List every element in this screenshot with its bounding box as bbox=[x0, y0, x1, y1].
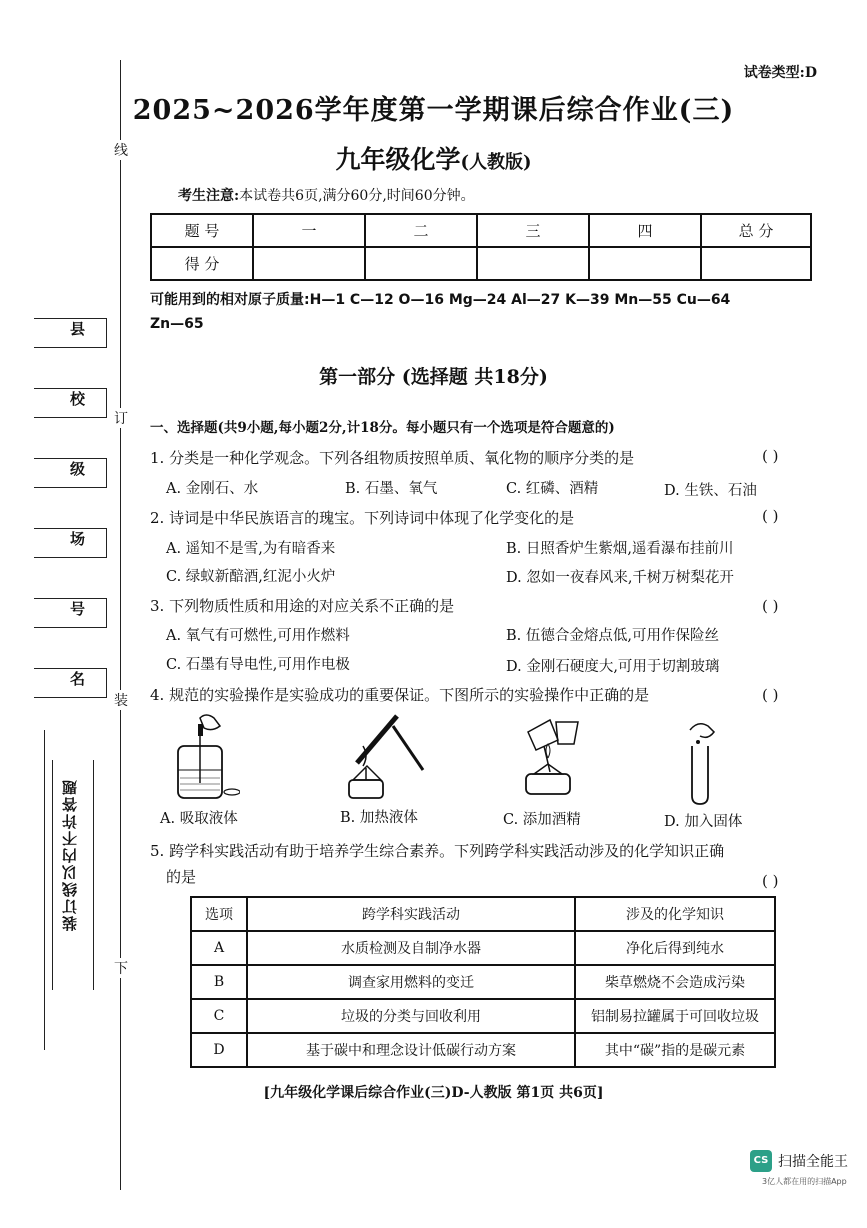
activity-row-d-knowledge: 其中“碳”指的是碳元素 bbox=[575, 1033, 775, 1067]
q3-option-a: A. 氧气有可燃性,可用作燃料 bbox=[166, 628, 350, 644]
atomic-masses-line2: Zn—65 bbox=[150, 316, 204, 332]
answer-paren-1[interactable]: ( ) bbox=[762, 447, 779, 465]
score-blank-total[interactable] bbox=[701, 247, 811, 280]
scanner-app-name: 扫描全能王 bbox=[778, 1154, 848, 1170]
score-blank-3[interactable] bbox=[477, 247, 589, 280]
score-blank-1[interactable] bbox=[253, 247, 365, 280]
binding-border-outer bbox=[44, 730, 45, 1050]
q3-option-b: B. 伍德合金熔点低,可用作保险丝 bbox=[506, 628, 719, 644]
field-exam-room-label: 场 bbox=[70, 530, 86, 548]
q4-option-d: D. 加入固体 bbox=[664, 814, 743, 830]
subtitle-version: (人教版) bbox=[460, 152, 532, 173]
test-tube-solid-figure bbox=[672, 712, 732, 808]
answer-paren-5[interactable]: ( ) bbox=[762, 872, 779, 890]
score-cell-4: 四 bbox=[589, 214, 701, 247]
activity-row-a-activity: 水质检测及自制净水器 bbox=[247, 931, 575, 965]
q1-option-a: A. 金刚石、水 bbox=[166, 481, 259, 497]
q2-option-d: D. 忽如一夜春风来,千树万树梨花开 bbox=[506, 570, 734, 586]
field-class-label: 级 bbox=[70, 460, 86, 478]
binding-char-ding: 订 bbox=[114, 408, 128, 428]
activity-row-c-knowledge: 铝制易拉罐属于可回收垃圾 bbox=[575, 999, 775, 1033]
activity-row-c-option: C bbox=[191, 999, 247, 1033]
field-name bbox=[34, 668, 108, 736]
q4-option-a: A. 吸取液体 bbox=[160, 811, 238, 827]
atomic-masses bbox=[150, 288, 820, 336]
paper-type: 试卷类型:D bbox=[743, 65, 817, 81]
score-cell-2: 二 bbox=[365, 214, 477, 247]
q4-option-c: C. 添加酒精 bbox=[503, 812, 581, 828]
part-one-title: 第一部分 (选择题 共18分) bbox=[319, 366, 548, 388]
binding-char-line: 线 bbox=[114, 140, 128, 160]
activity-row-a-knowledge: 净化后得到纯水 bbox=[575, 931, 775, 965]
question-2-stem: 2. 诗词是中华民族语言的瑰宝。下列诗词中体现了化学变化的是 bbox=[150, 509, 575, 527]
page-title: 2025~2026学年度第一学期课后综合作业(三) bbox=[132, 95, 735, 126]
q4-option-b: B. 加热液体 bbox=[340, 810, 418, 826]
answer-paren-3[interactable]: ( ) bbox=[762, 597, 779, 615]
heating-tube-figure bbox=[335, 708, 435, 808]
page-subtitle bbox=[0, 140, 867, 176]
q1-option-b: B. 石墨、氧气 bbox=[345, 481, 438, 497]
field-school bbox=[34, 388, 108, 456]
table-row bbox=[191, 1033, 775, 1067]
question-4-stem: 4. 规范的实验操作是实验成功的重要保证。下图所示的实验操作中正确的是 bbox=[150, 686, 650, 704]
activity-header-activity: 跨学科实践活动 bbox=[247, 897, 575, 931]
page-footer: [九年级化学课后综合作业(三)D-人教版 第1页 共6页] bbox=[263, 1085, 604, 1101]
notice-label: 考生注意: bbox=[178, 188, 240, 204]
score-table-score-row bbox=[151, 247, 811, 280]
binding-notice-box bbox=[52, 760, 94, 990]
q2-option-c: C. 绿蚁新醅酒,红泥小火炉 bbox=[166, 569, 336, 585]
field-exam-number bbox=[34, 598, 108, 666]
q3-option-c: C. 石墨有导电性,可用作电极 bbox=[166, 657, 350, 673]
section-one-heading: 一、选择题(共9小题,每小题2分,计18分。每小题只有一个选项是符合题意的) bbox=[150, 420, 615, 436]
activity-row-b-activity: 调查家用燃料的变迁 bbox=[247, 965, 575, 999]
activity-row-b-knowledge: 柴草燃烧不会造成污染 bbox=[575, 965, 775, 999]
activity-row-d-option: D bbox=[191, 1033, 247, 1067]
question-3-stem: 3. 下列物质性质和用途的对应关系不正确的是 bbox=[150, 597, 455, 615]
activity-row-d-activity: 基于碳中和理念设计低碳行动方案 bbox=[247, 1033, 575, 1067]
activity-table bbox=[190, 896, 776, 1068]
field-exam-number-label: 号 bbox=[70, 600, 86, 618]
score-table-header-row bbox=[151, 214, 811, 247]
q3-option-d: D. 金刚石硬度大,可用于切割玻璃 bbox=[506, 659, 720, 675]
score-blank-2[interactable] bbox=[365, 247, 477, 280]
binding-char-xia: 下 bbox=[114, 958, 128, 978]
score-table bbox=[150, 213, 812, 281]
question-1-stem: 1. 分类是一种化学观念。下列各组物质按照单质、氧化物的顺序分类的是 bbox=[150, 449, 635, 467]
score-cell-total: 总 分 bbox=[701, 214, 811, 247]
score-blank-4[interactable] bbox=[589, 247, 701, 280]
field-exam-room bbox=[34, 528, 108, 596]
field-name-label: 名 bbox=[70, 670, 86, 688]
scanner-logo-icon: CS bbox=[750, 1150, 772, 1172]
score-cell-3: 三 bbox=[477, 214, 589, 247]
q2-option-a: A. 遥知不是雪,为有暗香来 bbox=[166, 541, 336, 557]
activity-row-a-option: A bbox=[191, 931, 247, 965]
score-row-label: 得 分 bbox=[151, 247, 253, 280]
table-row bbox=[191, 931, 775, 965]
table-row bbox=[191, 999, 775, 1033]
binding-notice: 装订线以内不许答题 bbox=[61, 778, 79, 931]
activity-header-knowledge: 涉及的化学知识 bbox=[575, 897, 775, 931]
binding-line bbox=[120, 60, 121, 1190]
activity-table-header bbox=[191, 897, 775, 931]
score-cell-label: 题 号 bbox=[151, 214, 253, 247]
alcohol-lamp-refill-figure bbox=[508, 714, 598, 810]
question-5-stem-cont: 的是 bbox=[166, 868, 197, 886]
field-school-label: 校 bbox=[70, 390, 86, 408]
score-cell-1: 一 bbox=[253, 214, 365, 247]
table-row bbox=[191, 965, 775, 999]
q1-option-d: D. 生铁、石油 bbox=[664, 483, 757, 499]
activity-header-option: 选项 bbox=[191, 897, 247, 931]
notice-text: 本试卷共6页,满分60分,时间60分钟。 bbox=[239, 188, 475, 204]
field-county-label: 县 bbox=[70, 320, 86, 338]
scanner-tagline: 3亿人都在用的扫描App bbox=[762, 1177, 847, 1186]
q2-option-b: B. 日照香炉生紫烟,遥看瀑布挂前川 bbox=[506, 541, 734, 557]
answer-paren-4[interactable]: ( ) bbox=[762, 686, 779, 704]
activity-row-b-option: B bbox=[191, 965, 247, 999]
dropper-in-bottle-figure bbox=[160, 708, 240, 808]
subtitle-main: 九年级化学 bbox=[335, 145, 461, 174]
binding-char-zhuang: 装 bbox=[114, 690, 128, 710]
q1-option-c: C. 红磷、酒精 bbox=[506, 481, 599, 497]
answer-paren-2[interactable]: ( ) bbox=[762, 507, 779, 525]
exam-notice bbox=[178, 185, 475, 205]
activity-row-c-activity: 垃圾的分类与回收利用 bbox=[247, 999, 575, 1033]
question-5-stem: 5. 跨学科实践活动有助于培养学生综合素养。下列跨学科实践活动涉及的化学知识正确 bbox=[150, 842, 725, 860]
atomic-masses-line1: 可能用到的相对原子质量:H—1 C—12 O—16 Mg—24 Al—27 K—39 Mn—55 Cu—64 bbox=[150, 292, 731, 308]
field-class bbox=[34, 458, 108, 526]
